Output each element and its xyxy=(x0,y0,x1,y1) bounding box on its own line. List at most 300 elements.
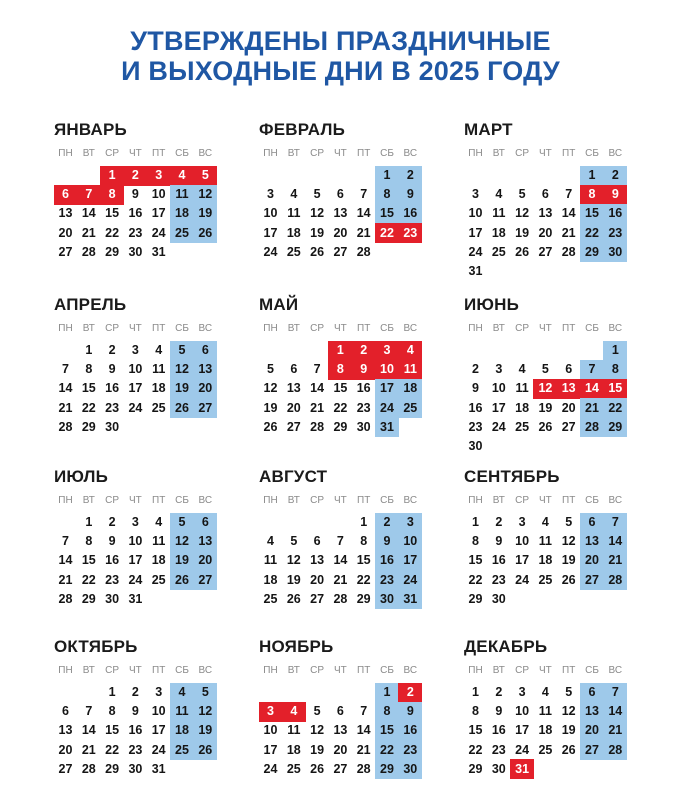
day: 21 xyxy=(81,742,96,757)
weekend-day: 7 xyxy=(588,362,596,377)
day: 19 xyxy=(561,723,576,738)
day: 17 xyxy=(515,553,530,568)
weekend-day: 25 xyxy=(175,742,189,757)
weekday-header: ВТ xyxy=(287,148,300,159)
day: 27 xyxy=(538,244,553,259)
weekend-day: 5 xyxy=(178,343,186,357)
day: 30 xyxy=(468,439,483,453)
weekday-header: ПТ xyxy=(562,495,576,506)
holiday-day: 7 xyxy=(85,187,93,202)
holiday-day: 10 xyxy=(380,362,394,377)
month-3 xyxy=(464,120,634,280)
weekday-header: ЧТ xyxy=(539,148,552,159)
holiday-day: 5 xyxy=(201,168,209,182)
day: 15 xyxy=(468,723,483,738)
weekend-day: 18 xyxy=(175,206,189,221)
weekday-header: ПН xyxy=(58,495,73,506)
holiday-day: 15 xyxy=(608,381,623,396)
day: 9 xyxy=(131,187,139,202)
month-2 xyxy=(259,120,429,280)
day: 1 xyxy=(85,343,93,357)
day: 27 xyxy=(333,761,348,776)
day: 26 xyxy=(286,591,301,606)
day: 3 xyxy=(131,343,139,357)
weekday-header: ВС xyxy=(198,323,213,334)
holiday-day: 9 xyxy=(611,187,619,202)
weekday-header: ПН xyxy=(468,495,483,506)
month-7 xyxy=(54,467,224,627)
weekday-header: ВС xyxy=(608,148,623,159)
month-name: МАРТ xyxy=(464,120,513,139)
day: 25 xyxy=(491,244,506,259)
weekend-day: 28 xyxy=(608,742,623,757)
day: 17 xyxy=(263,742,278,757)
month-name: НОЯБРЬ xyxy=(259,637,334,656)
weekday-header: ВТ xyxy=(492,495,505,506)
day: 24 xyxy=(515,742,530,757)
day: 24 xyxy=(263,244,278,259)
day: 30 xyxy=(105,591,120,606)
weekend-day: 2 xyxy=(406,168,414,182)
day: 24 xyxy=(128,572,143,587)
day: 21 xyxy=(58,400,73,415)
day: 26 xyxy=(561,742,576,757)
day: 24 xyxy=(151,225,166,240)
day: 17 xyxy=(128,553,143,568)
weekend-day: 14 xyxy=(608,704,623,719)
day: 13 xyxy=(333,206,348,221)
day: 30 xyxy=(356,419,371,434)
weekend-day: 28 xyxy=(608,572,623,587)
weekend-day: 6 xyxy=(201,343,209,357)
weekend-day: 5 xyxy=(178,515,186,529)
day: 11 xyxy=(152,362,166,377)
weekend-day: 7 xyxy=(611,685,619,699)
day: 7 xyxy=(85,704,93,719)
holiday-day: 14 xyxy=(585,381,599,396)
weekend-day: 16 xyxy=(403,723,418,738)
day: 17 xyxy=(468,225,483,240)
day: 26 xyxy=(263,419,278,434)
day: 1 xyxy=(472,685,479,699)
day: 28 xyxy=(356,244,371,259)
weekday-header: ПН xyxy=(468,148,483,159)
day: 31 xyxy=(468,264,483,278)
day: 29 xyxy=(81,419,96,434)
day: 26 xyxy=(561,572,576,587)
weekend-day: 9 xyxy=(406,187,414,202)
day: 30 xyxy=(491,761,506,776)
weekday-header: СБ xyxy=(585,665,599,676)
day: 21 xyxy=(333,572,348,587)
day: 15 xyxy=(333,381,348,396)
day: 5 xyxy=(313,704,321,719)
day: 12 xyxy=(561,704,576,719)
day: 16 xyxy=(491,723,506,738)
weekend-day: 23 xyxy=(608,225,623,240)
weekend-day: 30 xyxy=(380,591,394,606)
day: 25 xyxy=(263,591,278,606)
weekday-header: ВТ xyxy=(82,665,95,676)
day: 25 xyxy=(515,419,530,434)
day: 1 xyxy=(85,515,93,529)
month-name: АПРЕЛЬ xyxy=(54,295,127,314)
day: 9 xyxy=(495,534,503,549)
day: 9 xyxy=(131,704,139,719)
weekday-header: ВТ xyxy=(287,323,300,334)
day: 20 xyxy=(538,225,553,240)
day: 28 xyxy=(333,591,348,606)
weekend-day: 23 xyxy=(380,572,394,587)
title-line-2: И ВЫХОДНЫЕ ДНИ В 2025 ГОДУ xyxy=(121,56,560,86)
weekday-header: СБ xyxy=(380,495,394,506)
holiday-day: 6 xyxy=(62,187,69,202)
month-name: ФЕВРАЛЬ xyxy=(259,120,346,139)
weekday-header: ВС xyxy=(608,495,623,506)
day: 13 xyxy=(538,206,553,221)
weekday-header: ПН xyxy=(263,665,278,676)
weekend-day: 26 xyxy=(175,400,189,415)
day: 1 xyxy=(108,685,116,699)
weekday-header: ВС xyxy=(608,323,623,334)
day: 21 xyxy=(81,225,96,240)
day: 17 xyxy=(128,381,143,396)
weekday-header: ПТ xyxy=(357,148,371,159)
weekday-header: ЧТ xyxy=(334,323,347,334)
weekday-header: СБ xyxy=(175,148,189,159)
day: 4 xyxy=(495,187,503,202)
weekday-header: СР xyxy=(515,148,530,159)
day: 16 xyxy=(491,553,506,568)
weekday-header: ЧТ xyxy=(129,665,142,676)
day: 28 xyxy=(310,419,325,434)
weekday-header: ЧТ xyxy=(539,665,552,676)
day: 26 xyxy=(538,419,553,434)
holiday-day: 3 xyxy=(383,343,391,357)
weekend-day: 11 xyxy=(175,704,189,719)
day: 26 xyxy=(310,244,325,259)
weekday-header: ЧТ xyxy=(334,495,347,506)
day: 25 xyxy=(151,572,166,587)
weekend-day: 25 xyxy=(175,225,189,240)
weekend-day: 7 xyxy=(611,515,619,529)
day: 13 xyxy=(286,381,301,396)
weekend-day: 21 xyxy=(608,723,623,738)
weekend-day: 22 xyxy=(608,400,623,415)
weekday-header: ВТ xyxy=(287,665,300,676)
weekend-day: 12 xyxy=(175,362,189,377)
day: 3 xyxy=(495,362,503,377)
day: 14 xyxy=(58,381,73,396)
weekday-header: ЧТ xyxy=(129,323,142,334)
day: 17 xyxy=(515,723,530,738)
holiday-day: 12 xyxy=(538,381,553,396)
month-9 xyxy=(464,467,634,627)
weekend-day: 26 xyxy=(175,572,189,587)
day: 14 xyxy=(561,206,576,221)
day: 16 xyxy=(356,381,371,396)
weekday-header: СБ xyxy=(380,665,394,676)
month-12 xyxy=(464,637,634,797)
day: 19 xyxy=(310,225,325,240)
day: 8 xyxy=(108,704,116,719)
weekend-day: 8 xyxy=(611,362,619,377)
day: 22 xyxy=(81,572,96,587)
day: 25 xyxy=(538,572,553,587)
weekend-day: 25 xyxy=(403,400,418,415)
day: 28 xyxy=(58,419,73,434)
day: 10 xyxy=(515,534,530,549)
weekend-day: 19 xyxy=(198,723,213,738)
day: 22 xyxy=(81,400,96,415)
holiday-day: 1 xyxy=(336,343,344,357)
day: 15 xyxy=(356,553,371,568)
month-name: СЕНТЯБРЬ xyxy=(464,467,560,486)
weekend-day: 13 xyxy=(198,534,213,549)
day: 19 xyxy=(310,742,325,757)
weekend-day: 20 xyxy=(198,553,213,568)
day: 8 xyxy=(85,534,93,549)
holiday-day: 2 xyxy=(131,168,139,182)
weekday-header: ЧТ xyxy=(539,323,552,334)
weekday-header: ПТ xyxy=(152,148,166,159)
day: 9 xyxy=(472,381,479,396)
day: 26 xyxy=(515,244,530,259)
day: 11 xyxy=(492,206,506,221)
weekend-day: 13 xyxy=(585,534,599,549)
day: 16 xyxy=(128,723,143,738)
weekday-header: ВС xyxy=(403,323,418,334)
day: 11 xyxy=(287,206,301,221)
day: 20 xyxy=(310,572,325,587)
holiday-day: 23 xyxy=(403,225,418,240)
day: 2 xyxy=(495,515,503,529)
weekend-day: 16 xyxy=(608,206,623,221)
day: 20 xyxy=(286,400,301,415)
weekday-header: СР xyxy=(310,495,325,506)
day: 16 xyxy=(128,206,143,221)
day: 30 xyxy=(128,244,143,259)
weekend-day: 27 xyxy=(198,400,213,415)
day: 13 xyxy=(333,723,348,738)
day: 15 xyxy=(105,206,120,221)
day: 15 xyxy=(81,553,96,568)
weekday-header: ПН xyxy=(468,323,483,334)
weekend-day: 23 xyxy=(403,742,418,757)
day: 28 xyxy=(561,244,576,259)
weekday-header: ЧТ xyxy=(334,148,347,159)
weekday-header: ВС xyxy=(403,665,418,676)
day: 20 xyxy=(58,742,73,757)
day: 29 xyxy=(333,419,348,434)
day: 22 xyxy=(468,742,483,757)
weekday-header: ПТ xyxy=(357,323,371,334)
day: 14 xyxy=(58,553,73,568)
day: 27 xyxy=(286,419,301,434)
day: 12 xyxy=(310,206,325,221)
weekend-day: 15 xyxy=(585,206,599,221)
weekday-header: ВС xyxy=(403,495,418,506)
holiday-day: 8 xyxy=(588,187,596,202)
weekday-header: ПН xyxy=(58,148,73,159)
day: 3 xyxy=(267,187,274,202)
day: 14 xyxy=(356,206,371,221)
weekend-day: 12 xyxy=(175,534,189,549)
day: 18 xyxy=(263,572,278,587)
weekend-day: 20 xyxy=(585,553,599,568)
weekend-day: 31 xyxy=(380,419,394,434)
weekday-header: ВТ xyxy=(492,323,505,334)
day: 4 xyxy=(155,515,163,529)
day: 10 xyxy=(151,187,166,202)
day: 31 xyxy=(128,591,143,606)
weekend-day: 19 xyxy=(198,206,213,221)
day: 26 xyxy=(310,761,325,776)
weekend-day: 28 xyxy=(585,419,599,434)
day: 10 xyxy=(491,381,506,396)
day: 30 xyxy=(105,419,120,434)
day: 9 xyxy=(108,362,116,377)
day: 16 xyxy=(105,381,120,396)
month-11 xyxy=(259,637,429,797)
month-5 xyxy=(259,295,429,455)
day: 2 xyxy=(472,362,479,377)
weekday-header: СР xyxy=(310,665,325,676)
weekday-header: СР xyxy=(310,323,325,334)
day: 11 xyxy=(538,704,552,719)
day: 5 xyxy=(565,685,573,699)
weekday-header: ПН xyxy=(263,323,278,334)
weekday-header: СБ xyxy=(585,148,599,159)
day: 7 xyxy=(62,534,69,549)
day: 23 xyxy=(128,225,143,240)
weekday-header: ПТ xyxy=(357,495,371,506)
day: 30 xyxy=(128,761,143,776)
day: 4 xyxy=(290,187,298,202)
day: 29 xyxy=(81,591,96,606)
day: 27 xyxy=(310,591,325,606)
weekday-header: СР xyxy=(310,148,325,159)
month-6 xyxy=(464,295,634,455)
day: 18 xyxy=(491,225,506,240)
day: 21 xyxy=(561,225,576,240)
day: 2 xyxy=(108,515,116,529)
day: 31 xyxy=(151,761,166,776)
day: 19 xyxy=(561,553,576,568)
weekday-header: СБ xyxy=(175,323,189,334)
day: 20 xyxy=(561,400,576,415)
day: 12 xyxy=(310,723,325,738)
weekend-day: 8 xyxy=(383,704,391,719)
day: 17 xyxy=(151,723,166,738)
weekday-header: СБ xyxy=(380,323,394,334)
holiday-day: 9 xyxy=(360,362,368,377)
day: 27 xyxy=(58,761,73,776)
day: 5 xyxy=(565,515,573,529)
holiday-day: 4 xyxy=(290,704,298,719)
day: 18 xyxy=(286,225,301,240)
day: 23 xyxy=(468,419,483,434)
day: 5 xyxy=(290,534,298,549)
day: 5 xyxy=(541,362,549,377)
day: 27 xyxy=(333,244,348,259)
day: 7 xyxy=(62,362,69,377)
day: 23 xyxy=(356,400,371,415)
weekday-header: ВТ xyxy=(82,495,95,506)
weekday-header: ПН xyxy=(263,148,278,159)
weekday-header: ЧТ xyxy=(129,148,142,159)
weekend-day: 19 xyxy=(175,553,189,568)
weekend-day: 20 xyxy=(585,723,599,738)
day: 6 xyxy=(290,362,298,377)
weekday-header: СР xyxy=(105,323,120,334)
day: 14 xyxy=(310,381,325,396)
day: 2 xyxy=(495,685,503,699)
day: 14 xyxy=(81,206,96,221)
weekday-header: СР xyxy=(515,495,530,506)
weekday-header: ПТ xyxy=(152,323,166,334)
holiday-day: 13 xyxy=(561,381,576,396)
day: 7 xyxy=(336,534,344,549)
weekday-header: СР xyxy=(515,323,530,334)
day: 13 xyxy=(58,206,73,221)
weekday-header: ВС xyxy=(198,148,213,159)
day: 18 xyxy=(286,742,301,757)
day: 8 xyxy=(360,534,368,549)
weekend-day: 24 xyxy=(403,572,418,587)
weekend-day: 6 xyxy=(588,515,596,529)
weekday-header: ПН xyxy=(263,495,278,506)
weekday-header: ЧТ xyxy=(334,665,347,676)
day: 25 xyxy=(286,761,301,776)
weekend-day: 13 xyxy=(198,362,213,377)
weekday-header: СБ xyxy=(585,495,599,506)
day: 19 xyxy=(263,400,278,415)
weekend-day: 2 xyxy=(611,168,619,182)
day: 17 xyxy=(491,400,506,415)
day: 24 xyxy=(263,761,278,776)
day: 16 xyxy=(105,553,120,568)
day: 23 xyxy=(105,572,120,587)
weekend-day: 29 xyxy=(585,244,599,259)
day: 22 xyxy=(468,572,483,587)
day: 4 xyxy=(267,534,274,549)
month-4 xyxy=(54,295,224,455)
weekday-header: ВТ xyxy=(492,665,505,676)
day: 8 xyxy=(472,704,479,719)
holiday-day: 4 xyxy=(178,168,186,182)
day: 17 xyxy=(263,225,278,240)
day: 2 xyxy=(131,685,139,699)
day: 10 xyxy=(468,206,483,221)
weekday-header: ВС xyxy=(198,665,213,676)
month-name: ЯНВАРЬ xyxy=(54,120,127,139)
day: 14 xyxy=(333,553,348,568)
holiday-day: 11 xyxy=(403,362,417,377)
day: 28 xyxy=(81,244,96,259)
day: 6 xyxy=(565,362,573,377)
day: 18 xyxy=(538,723,553,738)
day: 29 xyxy=(105,244,120,259)
weekday-header: СР xyxy=(105,495,120,506)
day: 3 xyxy=(472,187,479,202)
weekend-day: 24 xyxy=(380,400,394,415)
day: 24 xyxy=(491,419,506,434)
day: 18 xyxy=(151,553,166,568)
day: 25 xyxy=(151,400,166,415)
weekday-header: СБ xyxy=(585,323,599,334)
day: 6 xyxy=(336,704,344,719)
